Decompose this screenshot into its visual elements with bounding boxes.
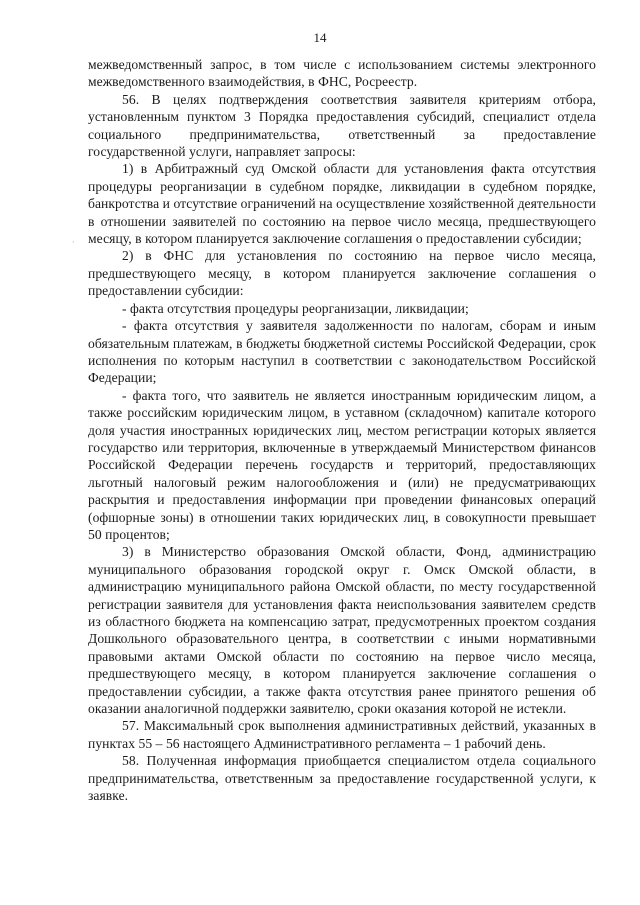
paragraph-56-item-2-dash-3: - факта того, что заявитель не является иностранным юридическим лицом, а также российским юридическим лицом, в уставном (складочном) капитале которого доля участия иностранных юридических лиц, местом регистрации которых является государство или территория, включенные в утверждаемый Министерством финансов Российской Федерации перечень государств и территорий, предоставляющих льготный налоговый режим налогообложения и (или) не предусматривающих раскрытия и предоставления информации при проведении финансовых операций (офшорные зоны) в отношении таких юридических лиц, в совокупности превышает 50 процентов; [88, 387, 596, 542]
paragraph-56-item-1: 1) в Арбитражный суд Омской области для установления факта отсутствия процедуры реорганизации в судебном порядке, ликвидации в судебном порядке, банкротства и отсутствие ограничений на осуществление хозяйственной деятельности в отношении заявителей по состоянию на первое число месяца, предшествующего месяцу, в котором планируется заключение соглашения о предоставлении субсидии; [88, 161, 596, 247]
paragraph-56-item-2: 2) в ФНС для установления по состоянию на первое число месяца, предшествующего месяцу, в котором планируется заключение соглашения о предоставлении субсидии: [88, 248, 596, 299]
paragraph-56: 56. В целях подтверждения соответствия заявителя критериям отбора, установленным пунктом 3 Порядка предоставления субсидий, специалист отдела социального предпринимательства, ответственный за предоставление государственной услуги, направляет запросы: [88, 91, 596, 160]
margin-mark: · [72, 238, 75, 247]
paragraph-57: 57. Максимальный срок выполнения административных действий, указанных в пунктах 55 – 56 настоящего Административного регламента – 1 рабочий день. [88, 718, 596, 751]
document-body [88, 56, 596, 804]
paragraph-56-item-3: 3) в Министерство образования Омской области, Фонд, администрацию муниципального образования городской округ г. Омск Омской области, в администрацию муниципального района Омской области, по месту государственной регистрации заявителя для установления факта неиспользования заявителем средств из областного бюджета на компенсацию затрат, предусмотренных проектом создания Дошкольного образовательного центра, в соответствии с иными нормативными правовыми актами Омской области по состоянию на первое число месяца, предшествующего месяцу, в котором планируется заключение соглашения о предоставлении субсидии, а также факта отсутствия ранее принятого решения об оказании аналогичной поддержки заявителю, сроки оказания которой не истекли. [88, 544, 596, 717]
page-number: 14 [313, 30, 327, 45]
paragraph-58: 58. Полученная информация приобщается специалистом отдела социального предпринимательства, ответственным за предоставление государственной услуги, к заявке. [88, 753, 596, 804]
paragraph-56-item-2-dash-2: - факта отсутствия у заявителя задолженности по налогам, сборам и иным обязательным платежам, в бюджеты бюджетной системы Российской Федерации, срок исполнения по которым наступил в соответствии с законодательством Российской Федерации; [88, 318, 596, 386]
paragraph-continuation: межведомственный запрос, в том числе с использованием системы электронного межведомственного взаимодействия, в ФНС, Росреестр. [88, 57, 596, 90]
paragraph-56-item-2-dash-1: - факта отсутствия процедуры реорганизации, ликвидации; [122, 300, 469, 316]
